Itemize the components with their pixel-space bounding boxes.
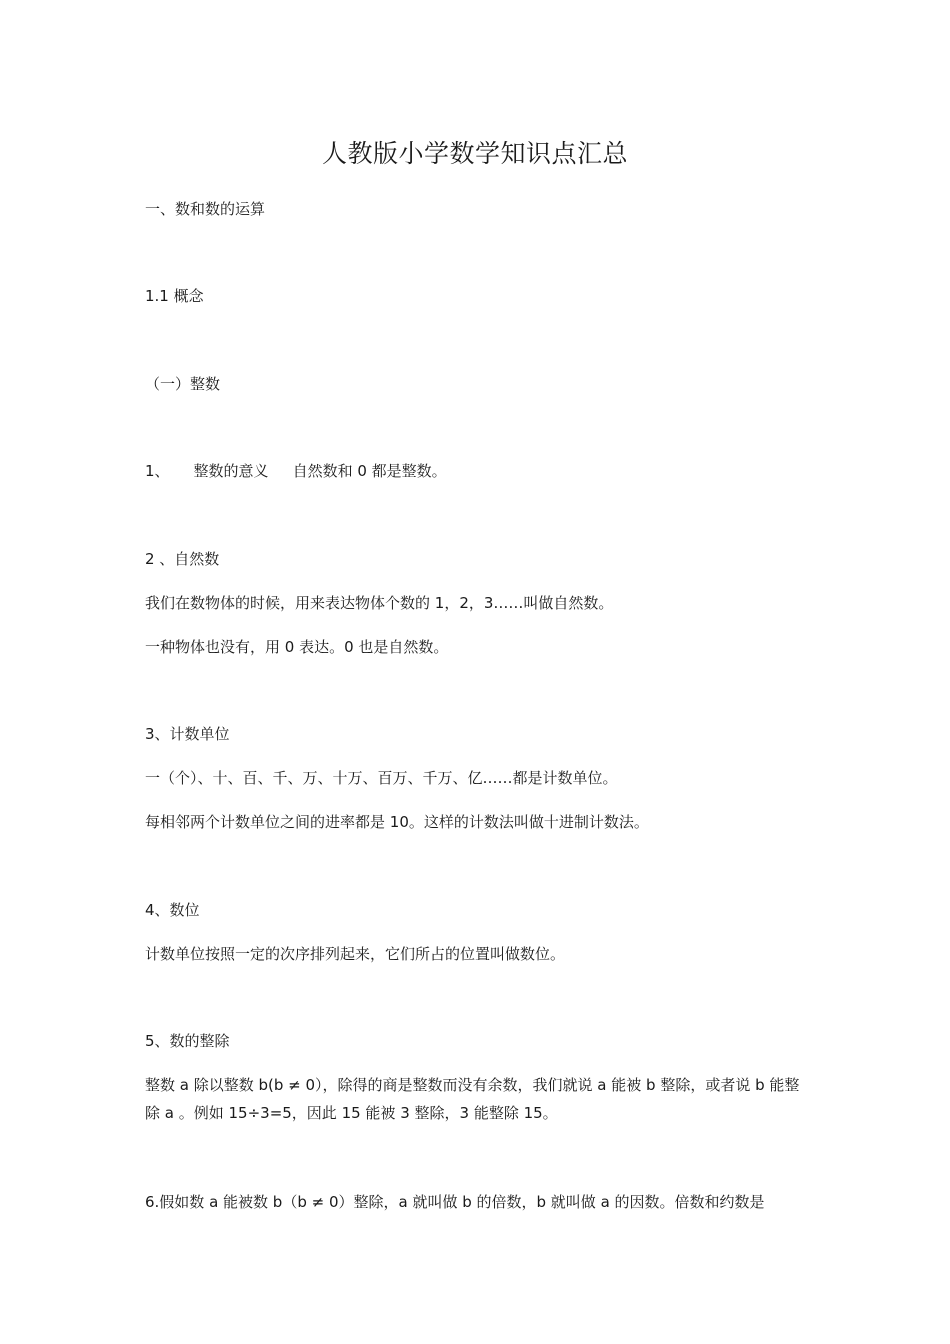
part-heading: （一）整数 <box>145 375 221 393</box>
item-3-paragraph-1: 一（个）、十、百、千、万、十万、百万、千万、亿……都是计数单位。 <box>145 769 618 787</box>
item-5-paragraph-1: 整数 a 除以整数 b(b ≠ 0），除得的商是整数而没有余数，我们就说 a 能被 b 整除，或者说 b 能整除 a 。例如 15÷3=5，因此 15 能被 3 整除，3 能整除 15。 <box>145 1076 800 1122</box>
item-4-heading: 4、数位 <box>145 901 200 919</box>
item-3-paragraph-2: 每相邻两个计数单位之间的进率都是 10。这样的计数法叫做十进制计数法。 <box>145 813 649 831</box>
item-2-paragraph-1: 我们在数物体的时候，用来表达物体个数的 1，2，3……叫做自然数。 <box>145 594 614 612</box>
item-1-line <box>145 461 813 481</box>
item-2-paragraph-2: 一种物体也没有，用 0 表达。0 也是自然数。 <box>145 638 449 656</box>
section-heading: 一、数和数的运算 <box>145 200 266 218</box>
subsection-heading: 1.1 概念 <box>145 287 204 305</box>
item-1-text: 自然数和 0 都是整数。 <box>292 462 447 480</box>
item-2-heading: 2 、自然数 <box>145 550 220 568</box>
item-1-number: 1、 <box>145 462 170 480</box>
document-title: 人教版小学数学知识点汇总 <box>321 139 628 168</box>
item-3-heading: 3、计数单位 <box>145 725 230 743</box>
item-6-paragraph-1: 6.假如数 a 能被数 b（b ≠ 0）整除，a 就叫做 b 的倍数，b 就叫做 a 的因数。倍数和约数是 <box>145 1193 765 1211</box>
item-5-heading: 5、数的整除 <box>145 1032 230 1050</box>
item-1-heading: 整数的意义 <box>193 462 269 480</box>
item-4-paragraph-1: 计数单位按照一定的次序排列起来，它们所占的位置叫做数位。 <box>145 945 566 963</box>
